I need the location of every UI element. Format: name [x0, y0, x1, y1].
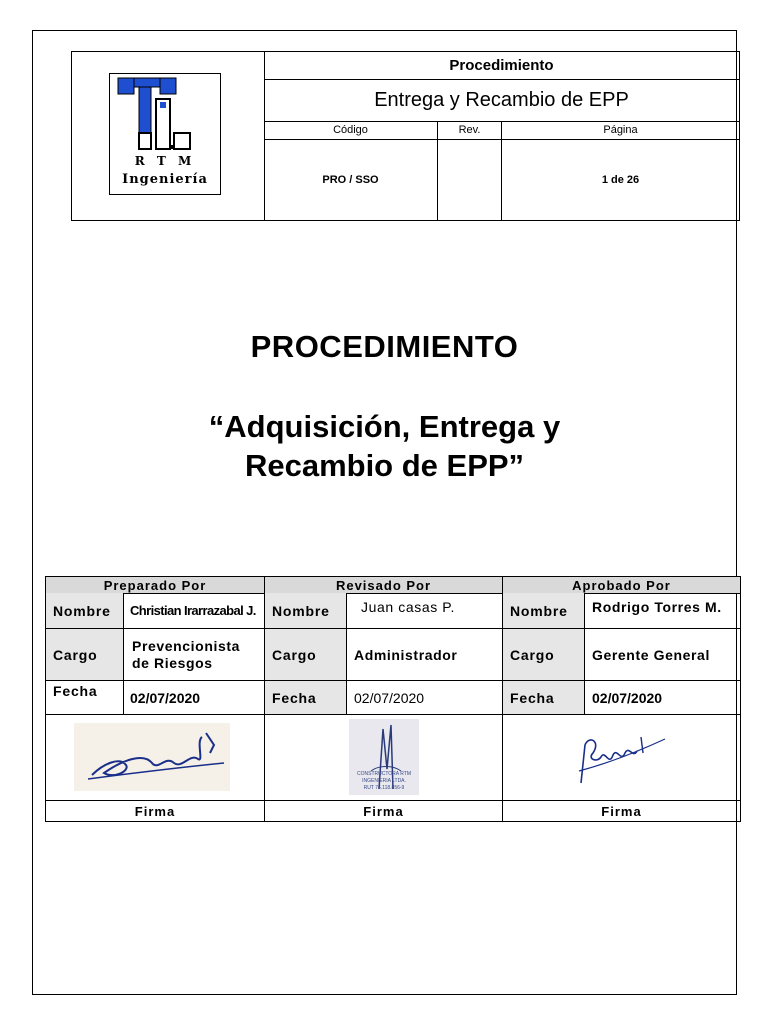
signature-label: Firma [363, 803, 404, 819]
header-column-labels [264, 121, 739, 140]
date-row [503, 681, 740, 715]
prepared-by-signature-image [74, 723, 230, 791]
approved-by-position: Gerente General [592, 646, 710, 663]
name-label: Nombre [265, 593, 347, 628]
reviewed-by-name: Juan casas P. [361, 599, 455, 615]
approval-table [45, 576, 741, 822]
reviewed-by-date: 02/07/2020 [354, 689, 425, 706]
approved-by-name: Rodrigo Torres M. [592, 599, 722, 615]
signature-row [46, 715, 264, 801]
subtitle-line-2: Recambio de EPP” [244, 448, 525, 483]
page-value: 1 de 26 [601, 173, 640, 186]
date-row [265, 681, 502, 715]
logo-cell [72, 52, 265, 220]
approved-by-column [503, 577, 740, 821]
name-label: Nombre [46, 593, 124, 628]
stamp-line-3: RUT 76.118.856-9 [363, 785, 405, 791]
stamp-line-2: INGENIERIA LTDA. [362, 778, 406, 784]
subtitle-line-1: “Adquisición, Entrega y [208, 409, 561, 444]
position-label: Cargo [503, 629, 585, 680]
date-label: Fecha [46, 681, 124, 714]
logo-rtm-text: R T M [134, 154, 196, 168]
reviewed-by-column [265, 577, 503, 821]
approved-by-heading: Aprobado Por [503, 577, 740, 594]
reviewed-by-heading: Revisado Por [265, 577, 502, 594]
company-logo [109, 73, 221, 195]
code-label: Código [264, 121, 438, 139]
code-value: PRO / SSO [264, 139, 438, 220]
signature-label: Firma [134, 803, 176, 819]
doc-type: Procedimiento [264, 52, 739, 80]
name-label: Nombre [503, 593, 585, 628]
position-label: Cargo [46, 629, 124, 680]
signature-label: Firma [601, 803, 642, 819]
subtitle [32, 407, 737, 485]
prepared-by-name: Christian Irarrazabal J. [130, 603, 256, 618]
prepared-by-heading: Preparado Por [46, 577, 264, 594]
reviewed-by-position: Administrador [354, 646, 458, 663]
rev-value [438, 139, 502, 220]
header-column-values [264, 139, 739, 220]
position-row [46, 629, 264, 681]
page-label: Página [603, 124, 638, 136]
prepared-by-column [46, 577, 265, 821]
rev-label: Rev. [438, 121, 502, 139]
approved-by-signature-image [569, 727, 669, 789]
prepared-by-position [124, 629, 264, 680]
name-row [46, 593, 264, 629]
main-title: PROCEDIMIENTO [250, 329, 519, 364]
doc-title: Entrega y Recambio de EPP [264, 79, 739, 122]
signature-row [265, 715, 502, 801]
prepared-by-position-text: Prevencionista de Riesgos [132, 637, 240, 671]
position-label: Cargo [265, 629, 347, 680]
date-label: Fecha [503, 681, 585, 714]
name-row [503, 593, 740, 629]
position-row [265, 629, 502, 681]
date-row [46, 681, 264, 715]
date-label: Fecha [265, 681, 347, 714]
name-row [265, 593, 502, 629]
document-header [71, 51, 740, 221]
stamp-line-1: CONSTRUCTORA RTM [357, 771, 411, 777]
reviewed-by-stamp [349, 719, 419, 795]
position-row [503, 629, 740, 681]
approved-by-date: 02/07/2020 [592, 689, 663, 706]
signature-row [503, 715, 740, 801]
prepared-by-date: 02/07/2020 [130, 689, 201, 706]
logo-ingenieria-text: Ingeniería [122, 172, 208, 187]
